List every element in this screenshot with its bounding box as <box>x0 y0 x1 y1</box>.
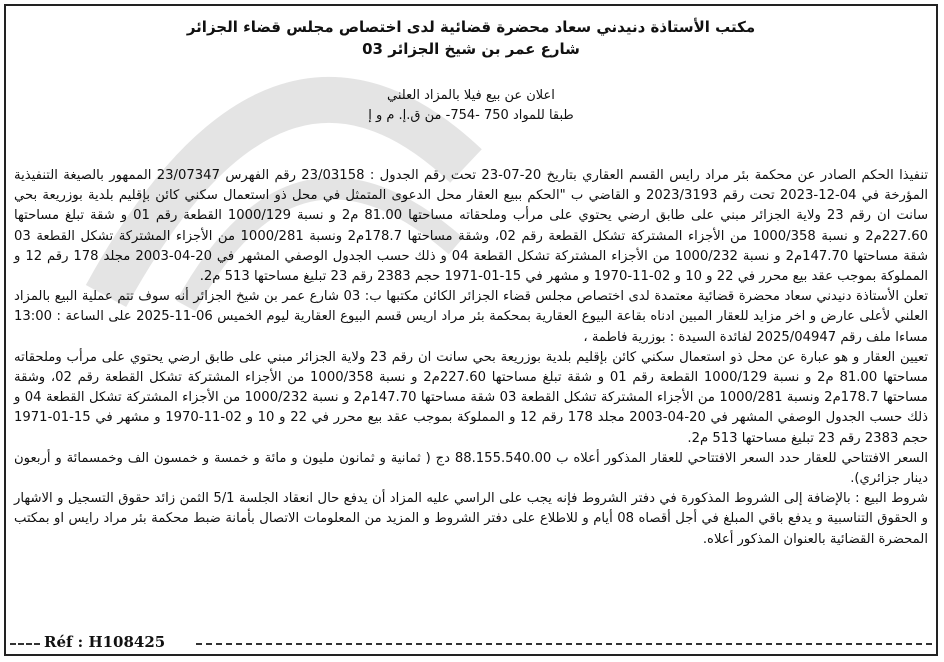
reference-number: Réf : H108425 <box>44 633 166 651</box>
office-header <box>6 6 936 60</box>
paragraph-judgment: تنفيذا الحكم الصادر عن محكمة بئر مراد رايس القسم العقاري بتاريخ 20-07-23 تحت رقم الجدول : 23/03158 رقم الفهرس 23/07347 الممهور بالصيغة التنفيذية المؤرخة في 04-12-2023 تحت رقم 2023/3193 و القاضي ب "الحكم ببيع العقار محل الدعوى المتمثل في محل ذو استعمال سكني كائن بإقليم بلدية بوزريعة بحي سانت ان رقم 23 ولاية الجزائر مبني على طابق ارضي يحتوي على مرأب وملحقاته مساحتها 81.00 م2 و نسبة 1000/129 القطعة رقم 01 و شقة تبلغ مساحتها 227.60م2 و نسبة 1000/358 من الأجزاء المشتركة تشكل القطعة رقم 02، وشقة مساحتها 178.7م2 ونسبة 1000/281 من الأجزاء المشتركة تشكل القطعة 03 شقة مساحتها 147.70م2 و نسبة 1000/232 من الأجزاء المشتركة تشكل القطعة 04 و ذلك حسب الجدول الوصفي المشهر في 20-04-2003 مجلد 178 رقم 12 و المملوكة بموجب عقد بيع محرر في 22 و 10 و 02-11-1970 و مشهر في 15-01-1971 حجم 2383 رقم 23 تبليغ مساحتها 513 م2. <box>14 168 929 285</box>
reference-divider-right <box>196 643 932 645</box>
notice-legal-basis: طبقا للمواد 750 -754- من ق.إ. م و إ <box>368 108 574 123</box>
legal-notice-document <box>4 4 938 656</box>
paragraph-property-description: تعيين العقار و هو عبارة عن محل ذو استعمال سكني كائن بإقليم بلدية بوزريعة بحي سانت ان رقم 23 ولاية الجزائر مبني على طابق ارضي يحتوي على مرأب وملحقاته مساحتها 81.00 م2 و نسبة 1000/129 القطعة رقم 01 و شقة تبلغ مساحتها 227.60م2 و نسبة 1000/358 من الأجزاء المشتركة تشكل القطعة رقم 02، وشقة مساحتها 178.7م2 ونسبة 1000/281 من الأجزاء المشتركة تشكل القطعة 03 شقة مساحتها 147.70م2 و نسبة 1000/232 من الأجزاء المشتركة تشكل القطعة 04 و ذلك حسب الجدول الوصفي المشهر في 20-04-2003 مجلد 178 رقم 12 و المملوكة بموجب عقد بيع محرر في 22 و 10 و 02-11-1970 و مشهر في 15-01-1971 حجم 2383 رقم 23 تبليغ مساحتها 513 م2. <box>14 349 929 446</box>
paragraph-sale-conditions: شروط البيع : بالإضافة إلى الشروط المذكورة في دفتر الشروط فإنه يجب على الراسي عليه المزاد أن يدفع حال انعقاد الجلسة 5/1 الثمن زائد حقوق التسجيل و الاشهار و الحقوق التناسبية و يدفع باقي المبلغ في أجل أقصاه 08 أيام و للاطلاع على دفتر الشروط و المزيد من المعلومات الاتصال بأمانة ضبط محكمة بئر مراد رايس او بمكتب المحضرة القضائية بالعنوان المذكور أعلاه. <box>14 491 928 547</box>
paragraph-opening-price: السعر الافتتاحي للعقار حدد السعر الافتتاحي للعقار المذكور أعلاه ب 88.155.540.00 دج ( ثمانية و ثمانون مليون و مائة و خمسة و خمسون الف وخمسمائة و أربعون دينار جزائري). <box>14 450 928 487</box>
office-name: مكتب الأستاذة دنيدني سعاد محضرة قضائية لدى اختصاص مجلس قضاء الجزائر <box>186 18 756 36</box>
paragraph-announcement: تعلن الأستاذة دنيدني سعاد محضرة قضائية معتمدة لدى اختصاص مجلس قضاء الجزائر الكائن مكتبها ب: 03 شارع عمر بن شيخ الجزائر أنه سوف تتم عملية البيع بالمزاد العلني لأعلى عارض و اخر مزايد للعقار المبين ادناه بقاعة البيوع العقارية بمحكمة بئر مراد اريس قسم البيوع العقارية ليوم الخميس 06-11-2025 على الساعة : 13:00 مساءا ملف رقم 2025/04947 لفائدة السيدة : بوزرية فاطمة ، <box>14 289 929 345</box>
notice-title: اعلان عن بيع فيلا بالمزاد العلني <box>387 88 555 103</box>
notice-title-block <box>6 86 936 126</box>
office-address: 03 شارع عمر بن شيخ الجزائر <box>362 40 580 58</box>
reference-footer <box>6 632 936 654</box>
notice-body <box>6 166 936 550</box>
reference-divider-left <box>10 643 40 645</box>
